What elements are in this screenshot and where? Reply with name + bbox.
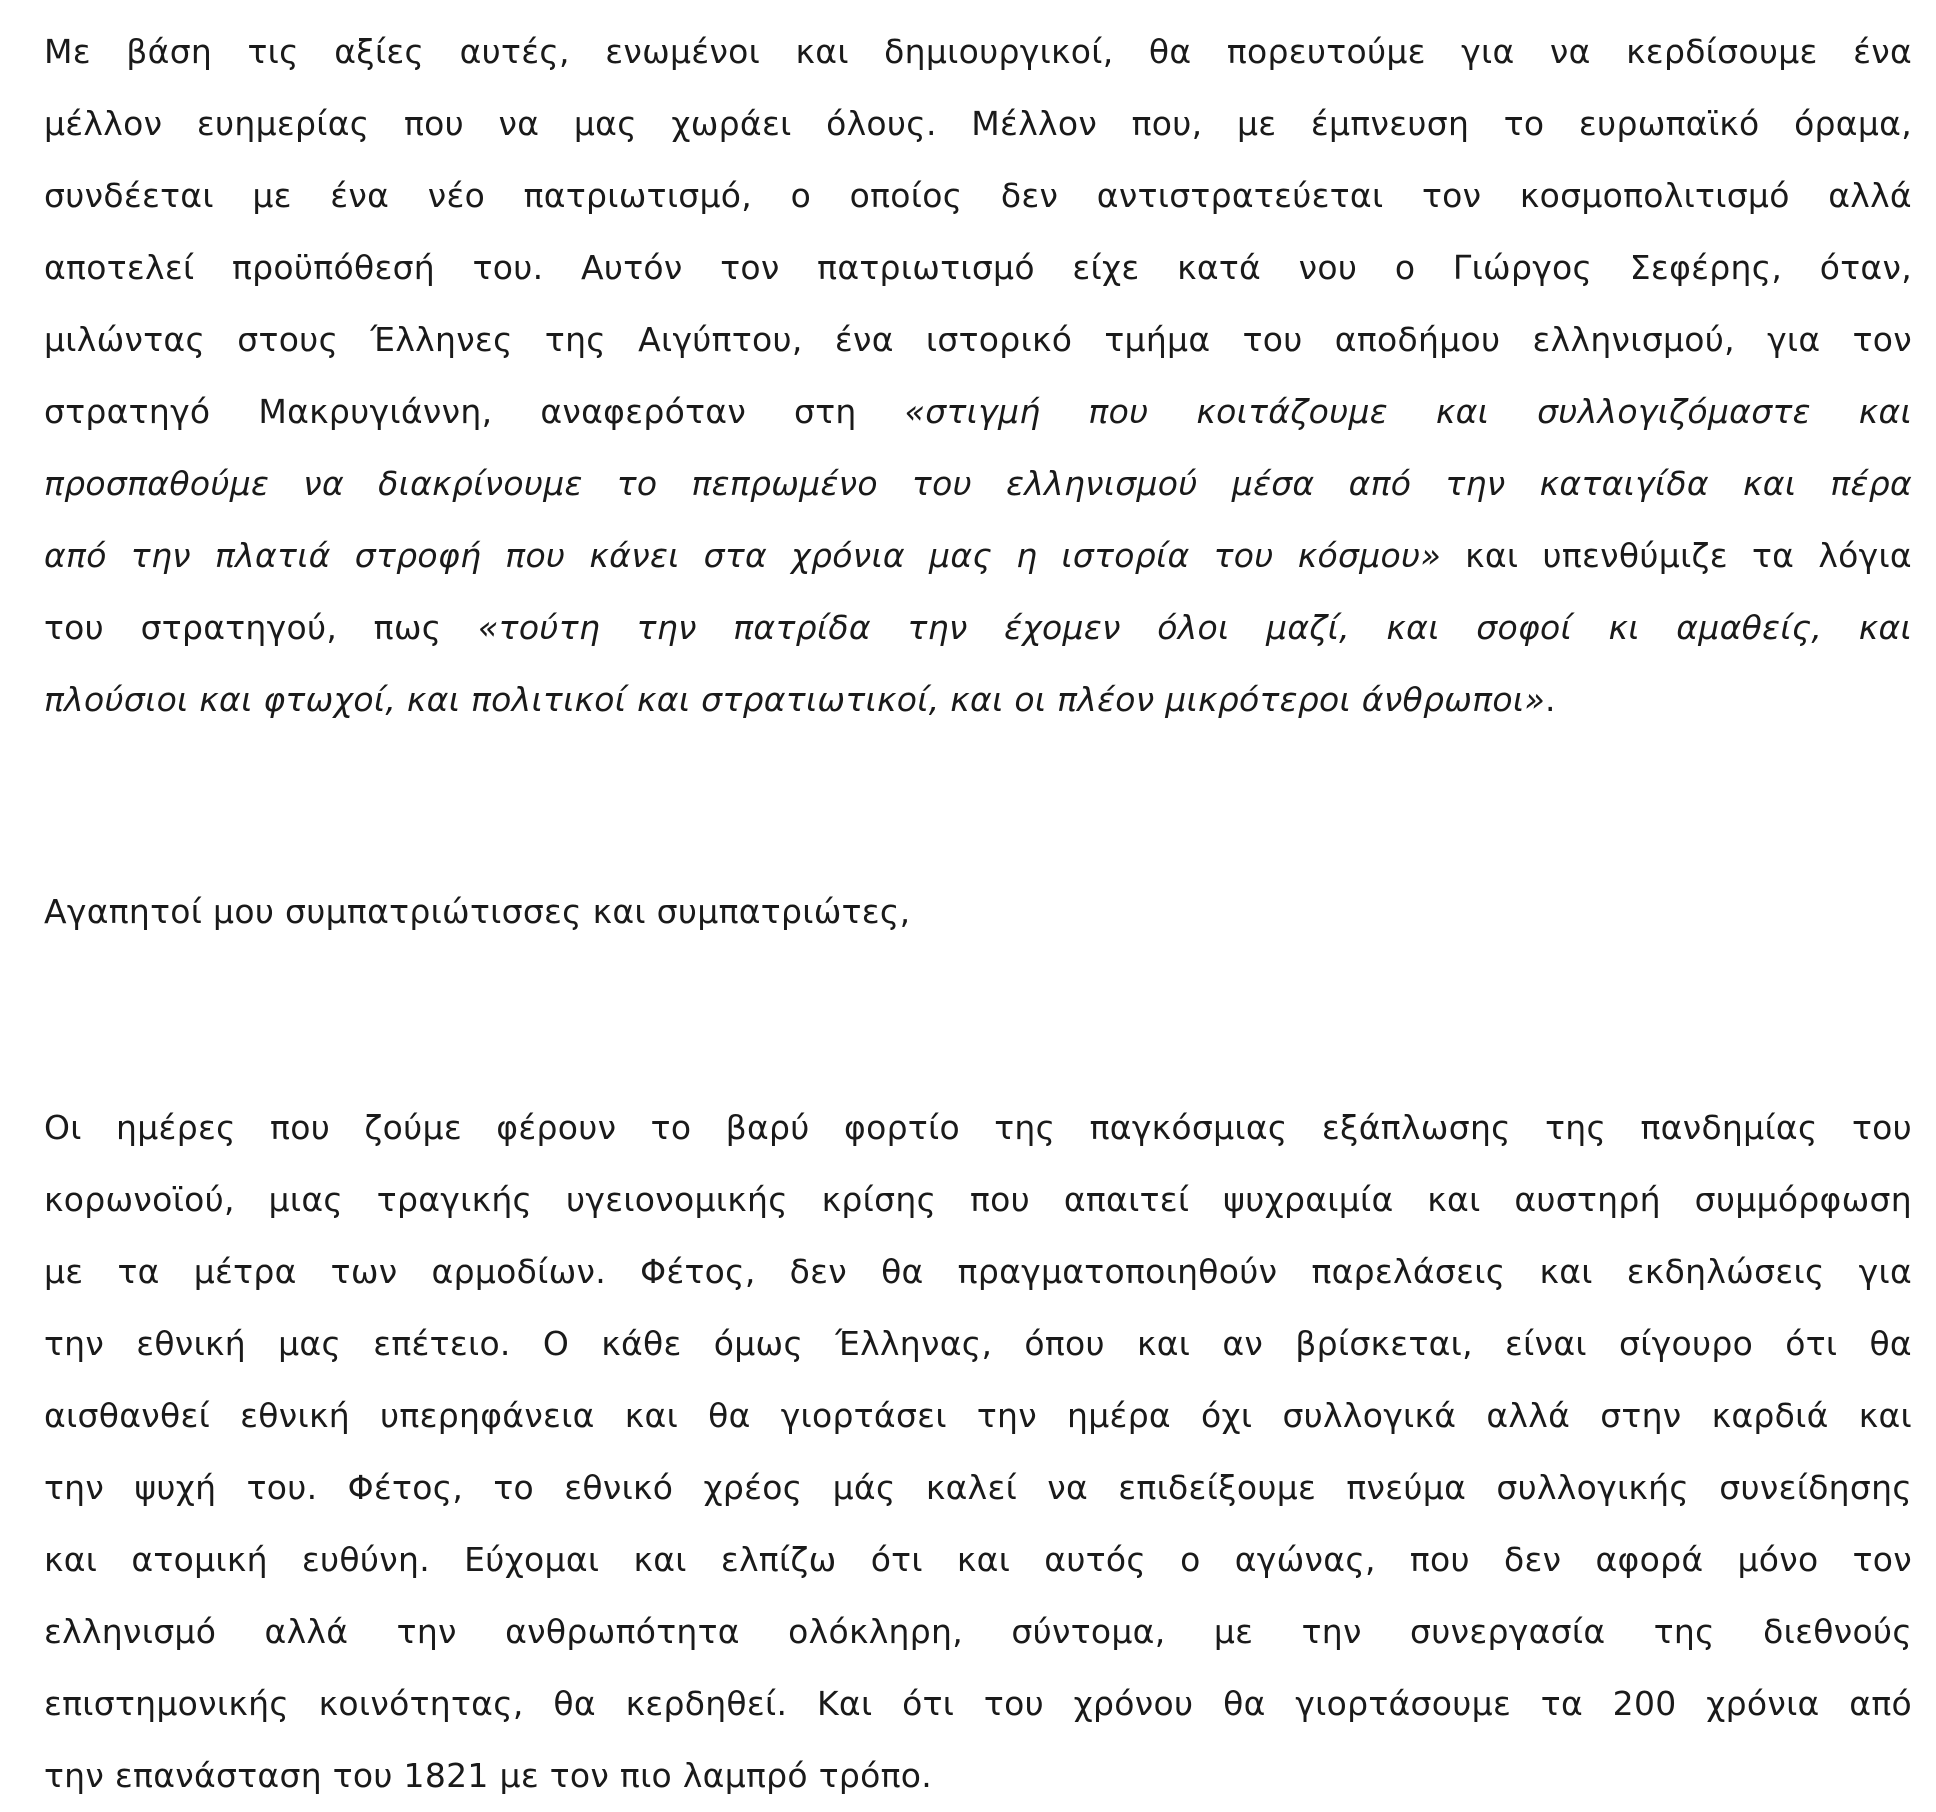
paragraph-1-line <box>44 88 1912 160</box>
quote-segment: από την πλατιά στροφή που κάνει στα χρόνια μας η ιστορία του κόσμου» <box>44 536 1442 575</box>
text-segment: μέλλον ευημερίας που να μας χωράει όλους. Μέλλον που, με έμπνευση το ευρωπαϊκό όραμα, <box>44 104 1912 143</box>
paragraph-spacer <box>44 736 1912 876</box>
paragraph-1-line <box>44 160 1912 232</box>
text-segment: Με βάση τις αξίες αυτές, ενωμένοι και δημιουργικοί, θα πορευτούμε για να κερδίσουμε ένα <box>44 32 1912 71</box>
paragraph-spacer <box>44 948 1912 1092</box>
paragraph-1-line <box>44 448 1912 520</box>
paragraph-1-line <box>44 520 1912 592</box>
quote-segment: πλούσιοι και φτωχοί, και πολιτικοί και στρατιωτικοί, και οι πλέον μικρότεροι άνθρωποι» <box>44 680 1546 719</box>
salutation: Αγαπητοί μου συμπατριώτισσες και συμπατριώτες, <box>44 892 911 931</box>
paragraph-1-line <box>44 376 1912 448</box>
document-page <box>44 16 1912 1812</box>
quote-segment: «τούτη την πατρίδα την έχομεν όλοι μαζί, και σοφοί κι αμαθείς, και <box>477 608 1912 647</box>
text-segment: στρατηγό Μακρυγιάννη, αναφερόταν στη <box>44 392 905 431</box>
paragraph-1 <box>44 16 1912 736</box>
paragraph-2-line: επιστημονικής κοινότητας, θα κερδηθεί. Και ότι του χρόνου θα γιορτάσουμε τα 200 χρόνια από <box>44 1684 1912 1723</box>
paragraph-2-line: αισθανθεί εθνική υπερηφάνεια και θα γιορτάσει την ημέρα όχι συλλογικά αλλά στην καρδιά και <box>44 1396 1912 1435</box>
paragraph-2-line: την ψυχή του. Φέτος, το εθνικό χρέος μάς καλεί να επιδείξουμε πνεύμα συλλογικής συνείδησης <box>44 1468 1912 1507</box>
quote-segment: προσπαθούμε να διακρίνουμε το πεπρωμένο του ελληνισμού μέσα από την καταιγίδα και πέρα <box>44 464 1912 503</box>
paragraph-1-line <box>44 304 1912 376</box>
paragraph-2-line: ελληνισμό αλλά την ανθρωπότητα ολόκληρη, σύντομα, με την συνεργασία της διεθνούς <box>44 1612 1912 1651</box>
text-segment: μιλώντας στους Έλληνες της Αιγύπτου, ένα ιστορικό τμήμα του αποδήμου ελληνισμού, για τον <box>44 320 1912 359</box>
text-segment: αποτελεί προϋπόθεσή του. Αυτόν τον πατριωτισμό είχε κατά νου ο Γιώργος Σεφέρης, όταν, <box>44 248 1912 287</box>
text-segment: και υπενθύμιζε τα λόγια <box>1441 536 1912 575</box>
paragraph-2-line: με τα μέτρα των αρμοδίων. Φέτος, δεν θα πραγματοποιηθούν παρελάσεις και εκδηλώσεις για <box>44 1252 1912 1291</box>
paragraph-2-line: κορωνοϊού, μιας τραγικής υγειονομικής κρίσης που απαιτεί ψυχραιμία και αυστηρή συμμόρφωση <box>44 1180 1912 1219</box>
paragraph-2-line: την επανάσταση του 1821 με τον πιο λαμπρό τρόπο. <box>44 1756 933 1795</box>
paragraph-1-line <box>44 232 1912 304</box>
text-segment: συνδέεται με ένα νέο πατριωτισμό, ο οποίος δεν αντιστρατεύεται τον κοσμοπολιτισμό αλλά <box>44 176 1912 215</box>
paragraph-2 <box>44 1092 1912 1812</box>
text-segment: . <box>1545 680 1556 719</box>
paragraph-1-line <box>44 664 1912 736</box>
paragraph-2-line: την εθνική μας επέτειο. Ο κάθε όμως Έλληνας, όπου και αν βρίσκεται, είναι σίγουρο ότι θα <box>44 1324 1912 1363</box>
paragraph-1-line <box>44 16 1912 88</box>
text-segment: του στρατηγού, πως <box>44 608 478 647</box>
paragraph-1-line <box>44 592 1912 664</box>
paragraph-2-line: Οι ημέρες που ζούμε φέρουν το βαρύ φορτίο της παγκόσμιας εξάπλωσης της πανδημίας του <box>44 1108 1912 1147</box>
quote-segment: «στιγμή που κοιτάζουμε και συλλογιζόμαστε και <box>904 392 1912 431</box>
paragraph-2-line: και ατομική ευθύνη. Εύχομαι και ελπίζω ότι και αυτός ο αγώνας, που δεν αφορά μόνο τον <box>44 1540 1912 1579</box>
